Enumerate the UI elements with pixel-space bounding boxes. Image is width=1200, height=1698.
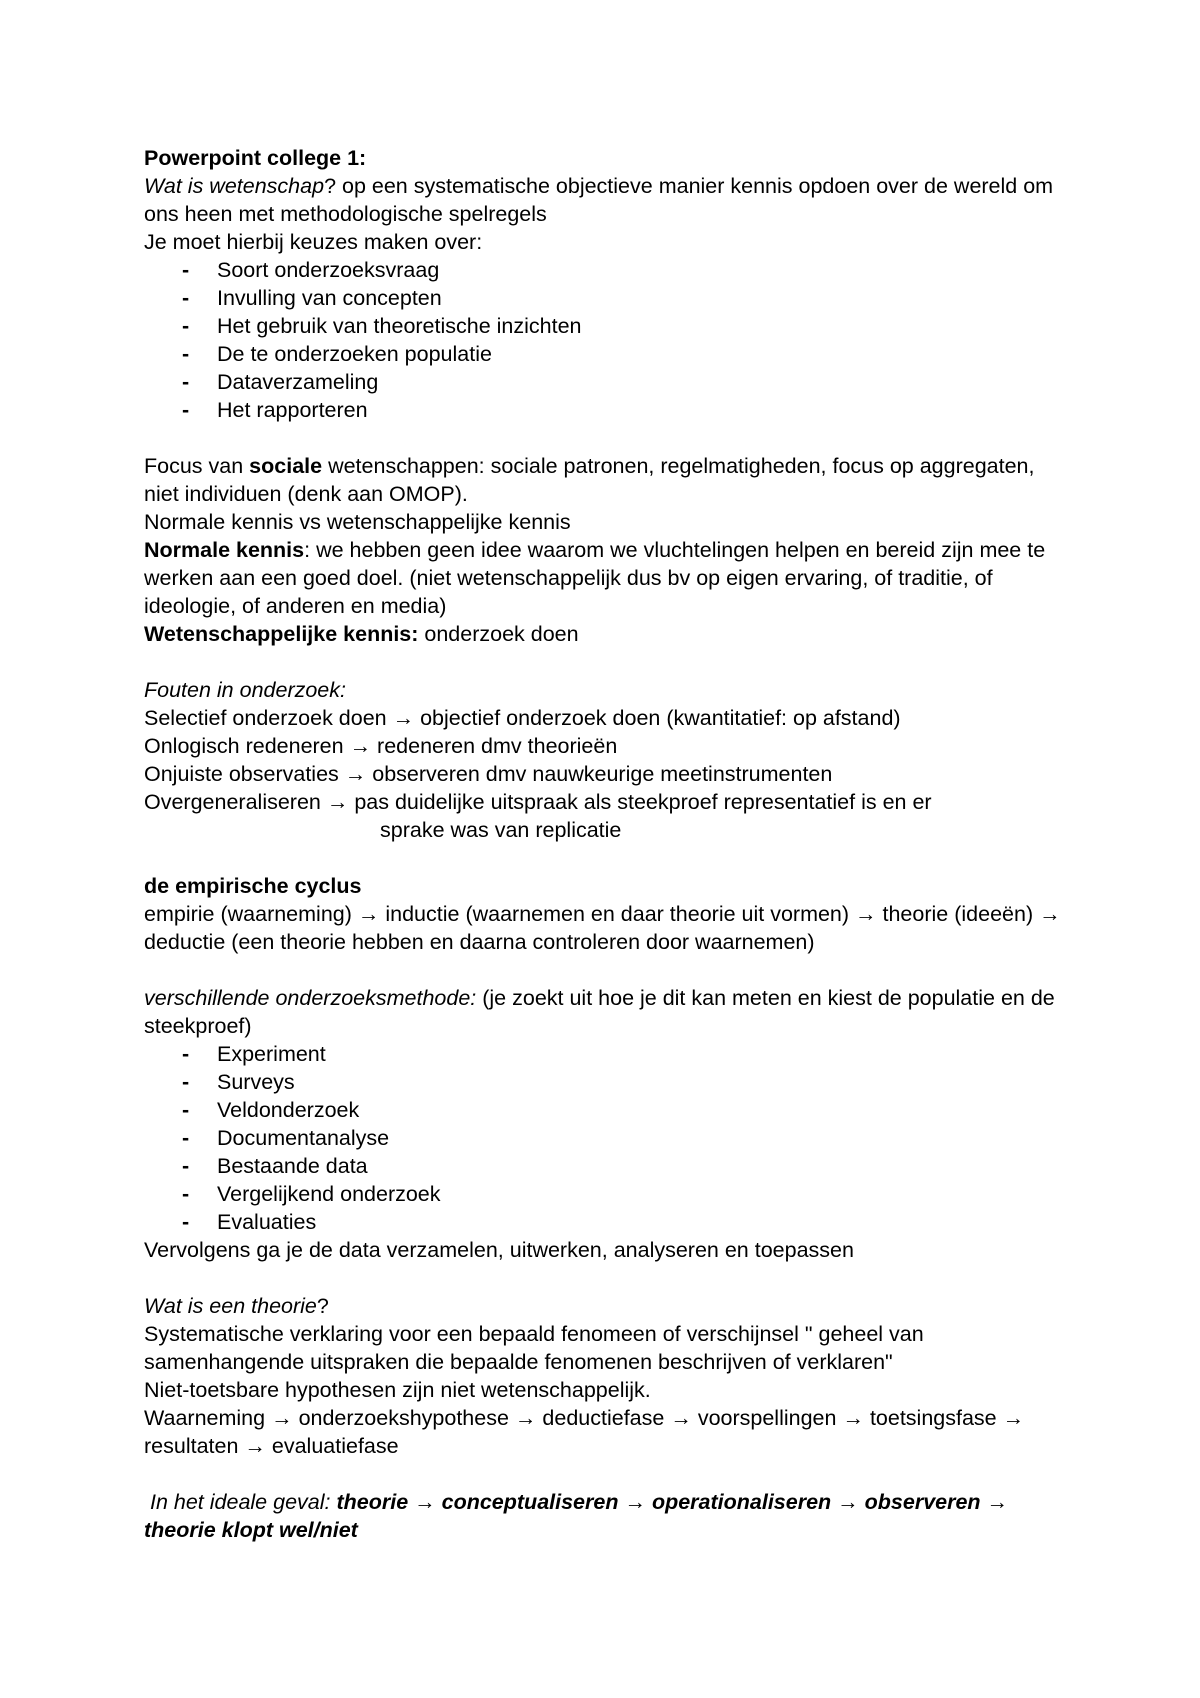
list-item: - Documentanalyse <box>182 1126 390 1150</box>
wetenschappelijke-kennis: Wetenschappelijke kennis: onderzoek doen <box>144 622 579 646</box>
bullet-dash: - <box>182 1210 190 1234</box>
normale-kennis: Normale kennis: we hebben geen idee waarom we vluchtelingen helpen en bereid zijn mee te werken aan een goed doel. (niet wetenschappelijk dus bv op eigen ervaring, of traditie, of ideologie, of anderen en media) <box>144 538 1046 618</box>
list-item: - Vergelijkend onderzoek <box>182 1182 441 1206</box>
list-item: - Surveys <box>182 1070 295 1094</box>
theorie-hypothesen: Niet-toetsbare hypothesen zijn niet wetenschappelijk. <box>144 1378 651 1402</box>
list-item: - Het rapporteren <box>182 398 368 422</box>
arrow-icon: → <box>344 762 367 786</box>
list-item: - Evaluaties <box>182 1210 317 1234</box>
bullet-dash: - <box>182 1154 190 1178</box>
fouten-row: Selectief onderzoek doen → objectief onderzoek doen (kwantitatief: op afstand) <box>144 706 901 730</box>
ideaal-paragraph: In het ideale geval: theorie → conceptualiseren → operationaliseren → observeren → theorie klopt wel/niet <box>144 1490 1009 1542</box>
bullet-dash: - <box>182 342 190 366</box>
bullet-dash: - <box>182 1182 190 1206</box>
list-item: - Soort onderzoeksvraag <box>182 258 440 282</box>
spacer <box>144 844 1064 872</box>
bullet-dash: - <box>182 370 190 394</box>
bullet-dash: - <box>182 286 190 310</box>
theorie-definition: Systematische verklaring voor een bepaald fenomeen of verschijnsel " geheel van samenhangende uitspraken die bepaalde fenomenen beschrijven of verklaren" <box>144 1322 924 1374</box>
bullet-dash: - <box>182 1098 190 1122</box>
arrow-icon: → <box>244 1434 266 1458</box>
arrow-icon: → <box>326 790 349 814</box>
wetenschap-definition <box>144 172 1064 228</box>
arrow-icon: → <box>1002 1406 1025 1430</box>
bullet-dash: - <box>182 1042 190 1066</box>
list-item: - De te onderzoeken populatie <box>182 342 492 366</box>
bullet-dash: - <box>182 1126 190 1150</box>
bullet-dash: - <box>182 314 190 338</box>
fouten-row: Overgeneraliseren → pas duidelijke uitspraak als steekproef representatief is en er <box>144 790 932 814</box>
fouten-heading: Fouten in onderzoek: <box>144 678 346 702</box>
list-item: - Experiment <box>182 1042 326 1066</box>
fouten-row: Onjuiste observaties → observeren dmv nauwkeurige meetinstrumenten <box>144 762 833 786</box>
list-item: - Bestaande data <box>182 1154 368 1178</box>
bullet-dash: - <box>182 258 190 282</box>
arrow-icon: → <box>842 1406 864 1430</box>
bullet-dash: - <box>182 1070 190 1094</box>
keuzes-intro: Je moet hierbij keuzes maken over: <box>144 230 483 254</box>
list-item: - Veldonderzoek <box>182 1098 360 1122</box>
bullet-dash: - <box>182 398 190 422</box>
focus-paragraph: Focus van sociale wetenschappen: sociale patronen, regelmatigheden, focus op aggregaten, niet individuen (denk aan OMOP). <box>144 454 1035 506</box>
list-item: - Invulling van concepten <box>182 286 442 310</box>
cyclus-text: empirie (waarneming) → inductie (waarnemen en daar theorie uit vormen) → theorie (ideeën) → deductie (een theorie hebben en daarna controleren door waarnemen) <box>144 902 1061 954</box>
fouten-row: Onlogisch redeneren → redeneren dmv theorieën <box>144 734 618 758</box>
keuzes-list <box>144 256 1064 424</box>
document-page <box>144 144 1064 1544</box>
arrow-icon: → <box>349 734 372 758</box>
list-item: - Dataverzameling <box>182 370 379 394</box>
methodes-intro: verschillende onderzoeksmethode: (je zoekt uit hoe je dit kan meten en kiest de populatie en de steekproef) <box>144 986 1055 1038</box>
arrow-icon: → <box>392 706 415 730</box>
list-item: - Het gebruik van theoretische inzichten <box>182 314 582 338</box>
page-title: Powerpoint college 1: <box>144 146 367 170</box>
spacer <box>144 956 1064 984</box>
arrow-icon: → <box>414 1490 436 1514</box>
theorie-question: Wat is een theorie? <box>144 1294 329 1318</box>
methodes-after: Vervolgens ga je de data verzamelen, uitwerken, analyseren en toepassen <box>144 1238 854 1262</box>
arrow-icon: → <box>624 1490 646 1514</box>
arrow-icon: → <box>271 1406 293 1430</box>
arrow-icon: → <box>357 902 380 926</box>
cyclus-heading: de empirische cyclus <box>144 874 362 898</box>
wetenschap-question: Wat is wetenschap <box>144 174 325 198</box>
arrow-icon: → <box>855 902 877 926</box>
spacer <box>144 1460 1064 1488</box>
spacer <box>144 1264 1064 1292</box>
kennis-comparison: Normale kennis vs wetenschappelijke kennis <box>144 510 571 534</box>
theorie-steps: Waarneming → onderzoekshypothese → deductiefase → voorspellingen → toetsingsfase → resultaten → evaluatiefase <box>144 1406 1025 1458</box>
arrow-icon: → <box>514 1406 537 1430</box>
spacer <box>144 648 1064 676</box>
fouten-continuation: sprake was van replicatie <box>380 818 622 842</box>
wetenschap-answer: ? op een systematische objectieve manier kennis opdoen over de wereld om ons heen met methodologische spelregels <box>144 174 1054 226</box>
arrow-icon: → <box>986 1490 1009 1514</box>
arrow-icon: → <box>1039 902 1061 926</box>
spacer <box>144 424 1064 452</box>
methodes-list <box>144 1040 1064 1236</box>
arrow-icon: → <box>837 1490 859 1514</box>
arrow-icon: → <box>670 1406 692 1430</box>
